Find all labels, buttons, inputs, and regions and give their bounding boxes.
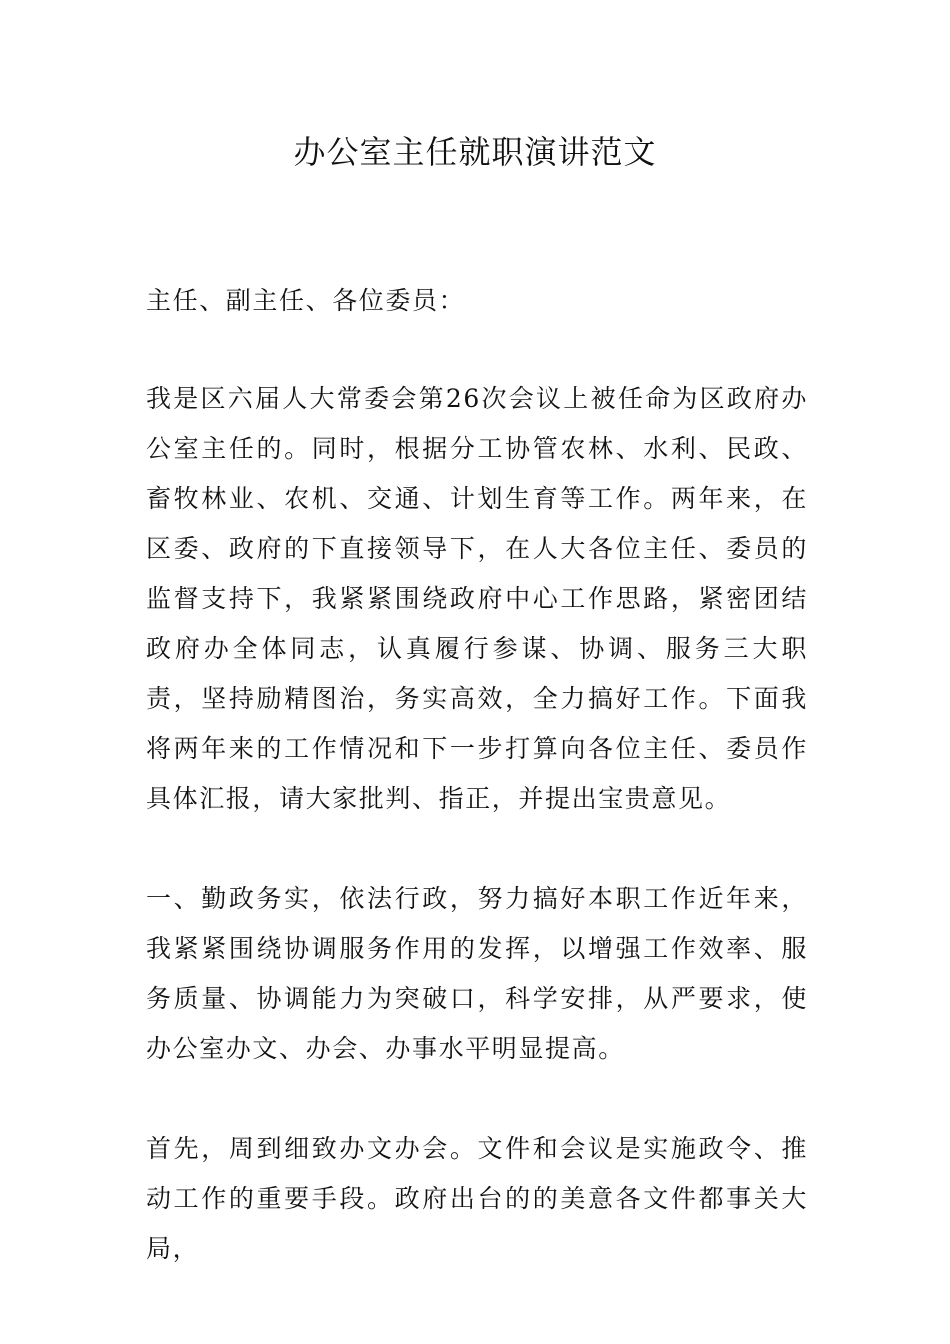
body-paragraph-3: 首先，周到细致办文办会。文件和会议是实施政令、推动工作的重要手段。政府出台的的美意各文件都事关大局， [146, 1134, 808, 1263]
document-body [146, 276, 808, 1324]
body-paragraph-2: 一、勤政务实，依法行政，努力搞好本职工作近年来，我紧紧围绕协调服务作用的发挥，以增强工作效率、服务质量、协调能力为突破口，科学安排，从严要求，使办公室办文、办会、办事水平明显提高。 [146, 884, 808, 1063]
body-paragraph-1: 我是区六届人大常委会第26次会议上被任命为区政府办公室主任的。同时，根据分工协管农林、水利、民政、畜牧林业、农机、交通、计划生育等工作。两年来，在区委、政府的下直接领导下，在人大各位主任、委员的监督支持下，我紧紧围绕政府中心工作思路，紧密团结政府办全体同志，认真履行参谋、协调、服务三大职责，坚持励精图治，务实高效，全力搞好工作。下面我将两年来的工作情况和下一步打算向各位主任、委员作具体汇报，请大家批判、指正，并提出宝贵意见。 [146, 384, 808, 813]
document-title: 办公室主任就职演讲范文 [293, 133, 657, 171]
salutation-paragraph: 主任、副主任、各位委员： [146, 286, 466, 315]
